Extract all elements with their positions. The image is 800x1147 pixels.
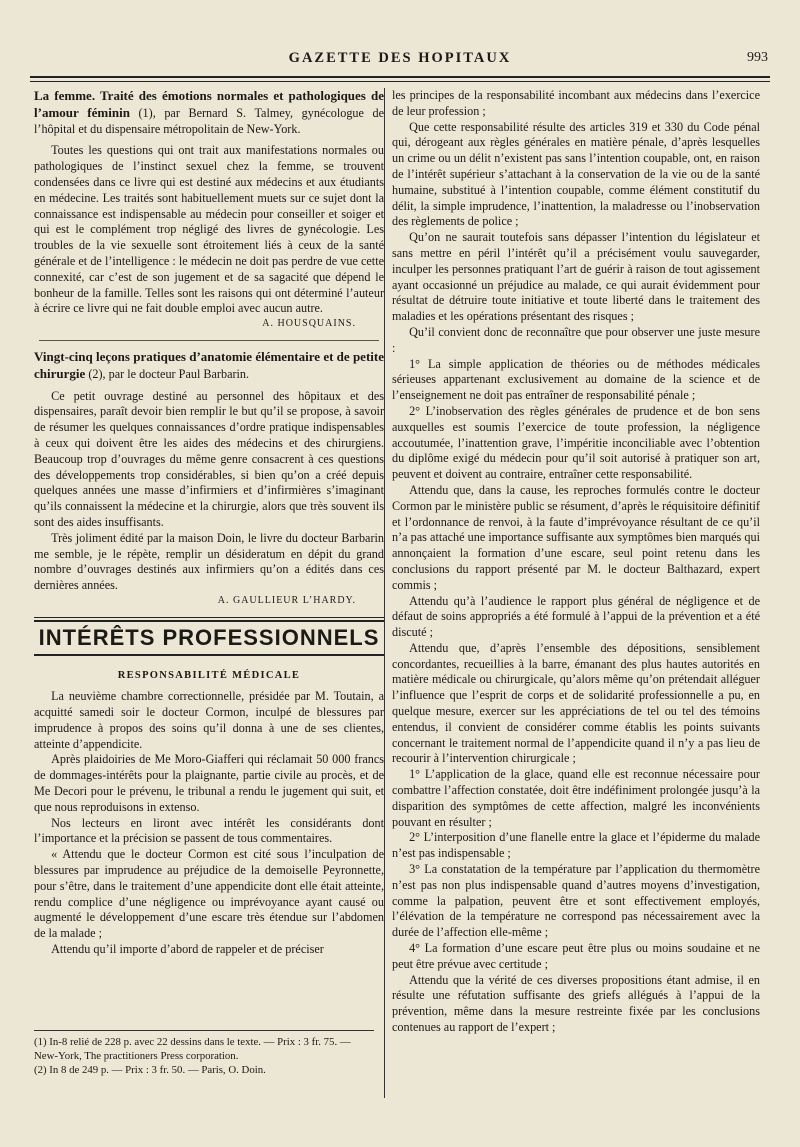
article-paragraph: 1° La simple application de théories ou de méthodes médicales sérieuses appartenant exclusivement au domaine de la science et de l’enseignement ne doit pas entraîner de responsabilité pénale ; xyxy=(392,356,760,403)
header-rule-thin xyxy=(30,81,770,82)
section-rule-thick xyxy=(34,620,384,622)
column-divider xyxy=(384,88,385,1098)
review-body: Toutes les questions qui ont trait aux manifestations normales ou pathologiques de l’instinct sexuel chez la femme, se trouvent condensées dans ce livre qui est destiné aux médecins et aux étudiants en médecine. Les traités sont habituellement muets sur ce sujet dont la connaissance est indispensable au médecin pour conseiller et soiger et qui est le complément trop négligé des livres de gynécologie. Les troubles de la vie sexuelle sont étroitement liés à ceux de la santé générale et de l’intelligence : le médecin ne doit pas perdre de vue cette connexité, car c’est de son jugement et de sa sagacité que dépend le bonheur de la famille. Telles sont les raisons qui ont déterminé l’auteur à écrire ce livre qui ne fait double emploi avec aucun autre. xyxy=(34,143,384,316)
footnote: (2) In 8 de 249 p. — Prix : 3 fr. 50. — Paris, O. Doin. xyxy=(34,1064,266,1076)
article-paragraph: Nos lecteurs en liront avec intérêt les considérants dont l’importance et la précision se passent de tous commentaires. xyxy=(34,815,384,846)
footnote: (1) In-8 relié de 228 p. avec 22 dessins dans le texte. — Prix : 3 fr. 75. — New-York, The practitioners Press corporation. xyxy=(34,1036,351,1062)
article-paragraph: 2° L’inobservation des règles générales de prudence et de bon sens auxquelles est soumis l’exercice de toute profession, la négligence accoutumée, l’inattention grave, l’impéritie inconciliable avec l’obtention du diplôme exigé du médecin pour qu’il soit autorisé à pratiquer son art, peuvent et doivent au contraire, entraîner cette responsabilité. xyxy=(392,403,760,482)
review-title: Vingt-cinq leçons pratiques d’anatomie élémentaire et de petite chirurgie xyxy=(34,348,384,381)
review-ref: (2), par le docteur Paul Barbarin. xyxy=(85,366,250,381)
article-paragraph: Attendu qu’à l’audience le rapport plus général de négligence et de défaut de soins appropriés a été formulé à l’appui de la prévention et a été discuté ; xyxy=(392,593,760,640)
review-body: Très joliment édité par la maison Doin, le livre du docteur Barbarin me semble, je le répète, remplir un désideratum en dépit du grand nombre d’ouvrages destinés aux infirmiers qu’on a édités dans ces dernières années. xyxy=(34,530,384,593)
review-title: La femme. Traité des émotions normales et pathologiques de l’amour féminin xyxy=(34,88,384,120)
article-paragraph: Attendu que, dans la cause, les reproches formulés contre le docteur Cormon par le ministère public se résument, d’après le réquisitoire définitif et l’ordonnance de renvoi, à la faute d’imprévoyance résultant de ce qu’il n’a pas attaché une importance suffisante aux symptômes bien marqués qui annonçaient la formation d’une escare, seul point retenu dans les conclusions du rapport présenté par M. le docteur Balthazard, expert commis ; xyxy=(392,482,760,592)
article-paragraph: Après plaidoiries de Me Moro-Giafferi qui réclamait 50 000 francs de dommages-intérêts pour la plaignante, partie civile au procès, et de Me Decori pour le prévenu, le tribunal a rendu le jugement qui suit, et que nous reproduisons in extenso. xyxy=(34,752,384,814)
section-title: INTÉRÊTS PROFESSIONNELS xyxy=(38,624,380,650)
article-paragraph: 1° L’application de la glace, quand elle est reconnue nécessaire pour combattre l’affection constatée, doit être indéfiniment prolongée jusqu’à la disparition des symptômes de cette affection, malgré les inconvénients pouvant en résulter ; xyxy=(392,767,760,829)
article-paragraph: Qu’on ne saurait toutefois sans dépasser l’intention du législateur et sans mettre en péril l’intérêt qu’il a précisément voulu sauvegarder, inculper les personnes pratiquant l’art de guérir à raison de tout agissement ayant occasionné un préjudice au malade, ce qui aurait évidemment pour résultat de détruire toute initiative et toute liberté dans le traitement des maladies et les opérations présentant des risques ; xyxy=(392,230,760,324)
review-lecons xyxy=(34,349,384,383)
review-ref: (1), par Bernard S. Talmey, gynécologue de l’hôpital et du dispensaire métropolitain de New-York. xyxy=(34,105,384,136)
article-paragraph: Attendu que la vérité de ces diverses propositions étant admise, il en résulte une réfutation suffisante des griefs allégués à l’appui de la prévention, même dans la mesure restreinte fixée par les conclusions contenues au rapport de l’expert ; xyxy=(392,972,760,1035)
article-paragraph: La neuvième chambre correctionnelle, présidée par M. Toutain, a acquitté samedi soir le docteur Cormon, inculpé de blessures par imprudence à propos des soins qu’il donna à une de ses clientes, atteinte d’appendicite. xyxy=(34,689,384,751)
article-paragraph: Attendu que, d’après l’ensemble des dépositions, sensiblement concordantes, recueillies à la barre, émanant des plus hautes autorités en matière médicale ou chirurgicale, qu’alors même qu’on prétendait alléguer l’influence que l’esprit de corps et de solidarité professionnelle a pu, en quelque mesure, exercer sur les appréciations de tel ou tel des témoins entendus, il convient de considérer comme établis les points suivants concernant le traitement normal de l’appendicite quand il n’y a pas lieu de recourir à l’intervention chirurgicale ; xyxy=(392,640,760,766)
review-body: Ce petit ouvrage destiné au personnel des hôpitaux et des dispensaires, paraît devoir bien remplir le but qu’il se propose, à savoir de résumer les quelques connaissances d’ordre pratique indispensables à ceux qui doivent être les aides des médecins et des chirurgiens. Beaucoup trop d’ouvrages du même genre consacrent à ces questions des développements trop considérables, si bien qu’on a créé depuis quelques années une masse d’infirmiers et d’infirmières s’imaginant qu’ils connaissent la médecine et la chirurgie, alors que très souvent ils sont des aides insuffisants. xyxy=(34,388,384,529)
review-signature: A. GAULLIEUR L’HARDY. xyxy=(217,594,356,606)
right-column xyxy=(392,88,760,1036)
review-signature: A. HOUSQUAINS. xyxy=(262,318,356,330)
page-header xyxy=(30,48,770,72)
section-rule-thick xyxy=(34,654,384,656)
left-column xyxy=(34,88,384,958)
masthead: GAZETTE DES HOPITAUX xyxy=(288,50,512,66)
review-femme xyxy=(34,88,384,137)
header-rule xyxy=(30,76,770,78)
page-number: 993 xyxy=(747,50,768,65)
article-paragraph: 4° La formation d’une escare peut être plus ou moins soudaine et ne peut être prévue avec certitude ; xyxy=(392,941,760,971)
article-paragraph: Que cette responsabilité résulte des articles 319 et 330 du Code pénal qui, dérogeant aux règles générales en matière pénale, d’après lesquelles un crime ou un délit n’existent pas sans l’intention coupable, ont, en raison de l’intérêt supérieur s’attachant à la conservation de la vie ou de la santé humaine, substitué à l’intention coupable, comme élément constitutif du délit, la simple imprudence, l’inattention, la maladresse ou l’inobservation des règlements de police ; xyxy=(392,119,760,229)
article-paragraph: « Attendu que le docteur Cormon est cité sous l’inculpation de blessures par imprudence au préjudice de la demoiselle Peyronnette, pour s’être, dans le traitement d’une appendicite dont elle était atteinte, rendu complice d’une négligence ou imprévoyance ayant causé ou augmenté le développement d’une escare très étendue sur l’abdomen de la malade ; xyxy=(34,847,384,941)
footnotes xyxy=(34,1030,374,1077)
article-paragraph: 2° L’interposition d’une flanelle entre la glace et l’épiderme du malade n’est pas indispensable ; xyxy=(392,830,760,861)
article-paragraph: Qu’il convient donc de reconnaître que pour observer une juste mesure : xyxy=(392,324,760,355)
article-paragraph: les principes de la responsabilité incombant aux médecins dans l’exercice de leur profession ; xyxy=(392,88,760,118)
article-paragraph: 3° La constatation de la température par l’application du thermomètre n’est pas non plus indispensable quand d’autres moyens d’investigation, comme la palpation, peuvent être et sont effectivement employés, l’élévation de la température ne correspond pas nécessairement avec la durée de l’affection elle-même ; xyxy=(392,862,760,940)
subsection-title: RESPONSABILITÉ MÉDICALE xyxy=(117,669,301,681)
article-paragraph: Attendu qu’il importe d’abord de rappeler et de préciser xyxy=(51,942,324,957)
section-rule xyxy=(34,617,384,618)
review-separator xyxy=(39,340,379,341)
